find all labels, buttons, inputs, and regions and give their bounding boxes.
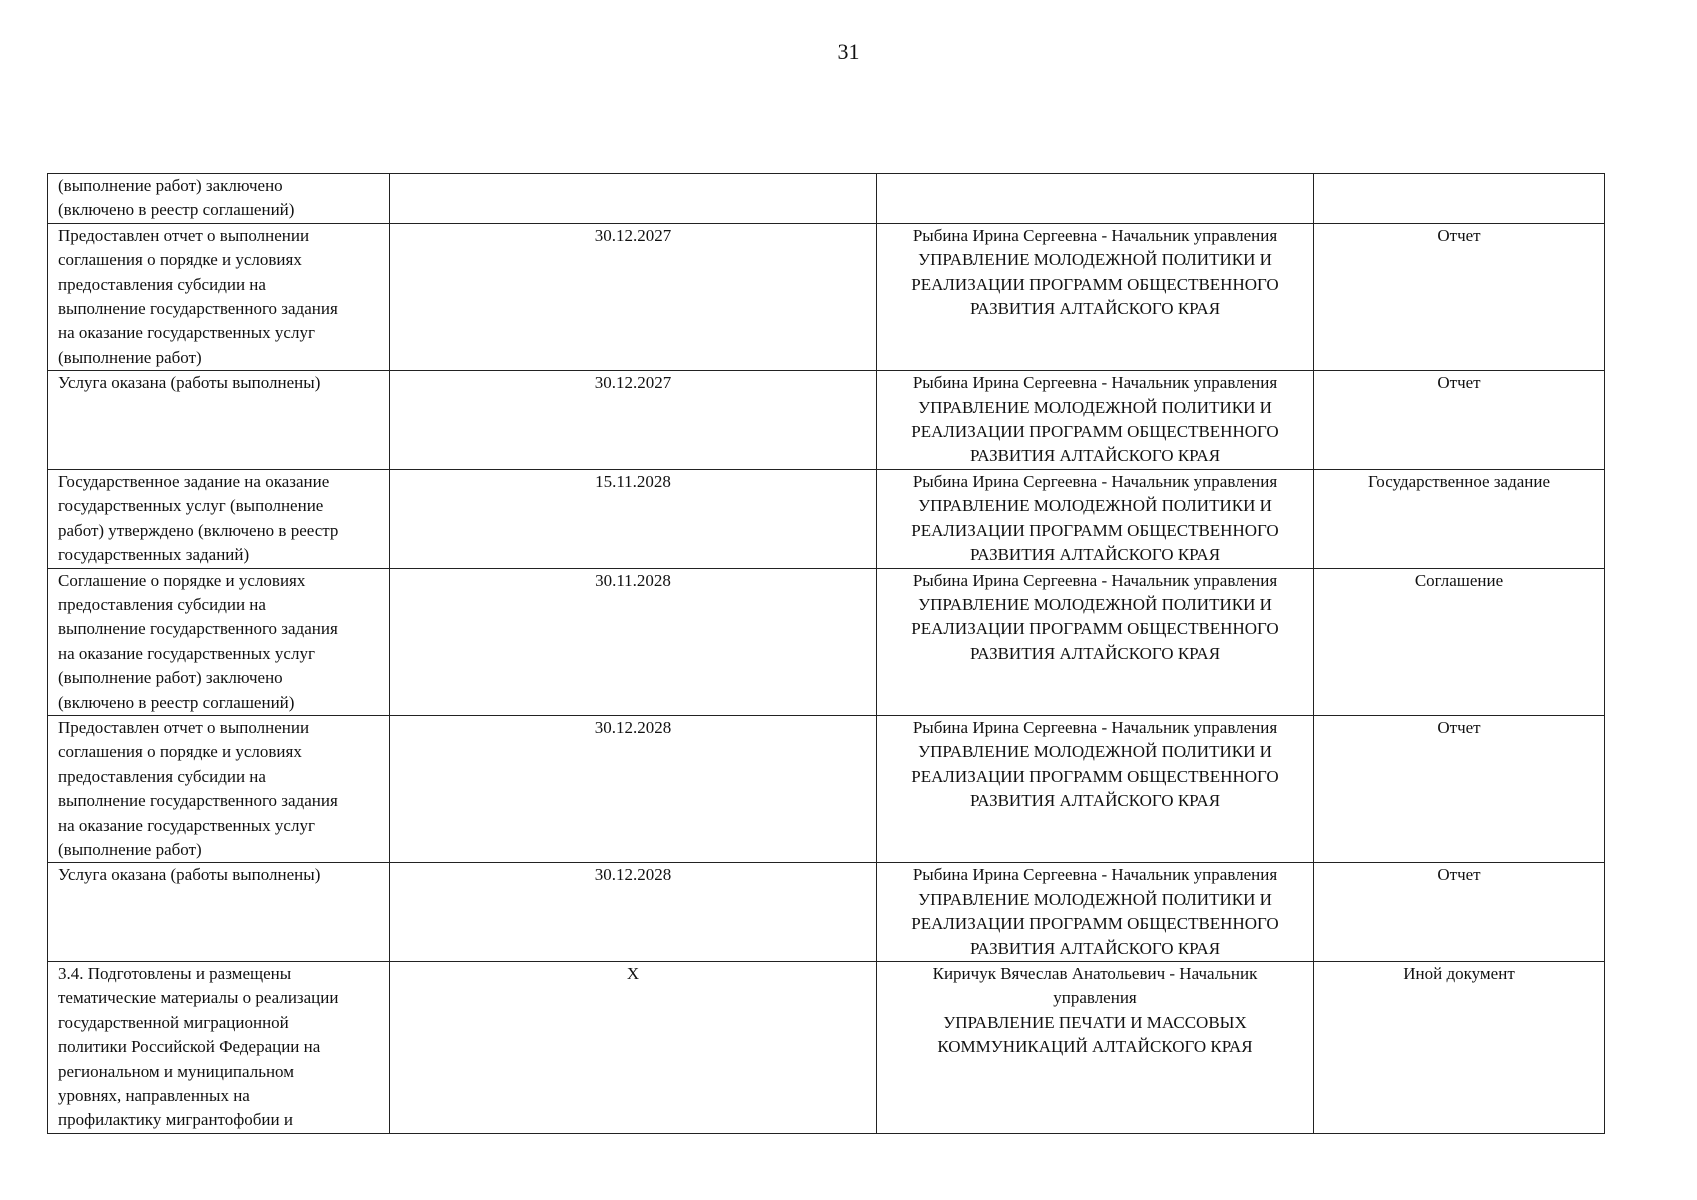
date-cell: X bbox=[390, 962, 877, 1134]
date-cell: 15.11.2028 bbox=[390, 469, 877, 568]
result-cell: (выполнение работ) заключено (включено в реестр соглашений) bbox=[48, 174, 390, 224]
table-row bbox=[48, 223, 1605, 370]
responsible-cell bbox=[877, 174, 1314, 224]
result-cell: Предоставлен отчет о выполнении соглашения о порядке и условиях предоставления субсидии на выполнение государственного задания на оказание государственных услуг (выполнение работ) bbox=[48, 223, 390, 370]
date-cell: 30.11.2028 bbox=[390, 568, 877, 715]
table-row bbox=[48, 371, 1605, 470]
responsible-cell: Рыбина Ирина Сергеевна - Начальник управления УПРАВЛЕНИЕ МОЛОДЕЖНОЙ ПОЛИТИКИ И РЕАЛИЗАЦИИ ПРОГРАММ ОБЩЕСТВЕННОГО РАЗВИТИЯ АЛТАЙСКОГО КРАЯ bbox=[877, 715, 1314, 862]
document-cell: Отчет bbox=[1314, 863, 1605, 962]
document-cell: Отчет bbox=[1314, 223, 1605, 370]
result-cell: Соглашение о порядке и условиях предоставления субсидии на выполнение государственного задания на оказание государственных услуг (выполнение работ) заключено (включено в реестр соглашений) bbox=[48, 568, 390, 715]
date-cell: 30.12.2028 bbox=[390, 863, 877, 962]
table-row bbox=[48, 863, 1605, 962]
result-cell: 3.4. Подготовлены и размещены тематические материалы о реализации государственной миграционной политики Российской Федерации на региональном и муниципальном уровнях, направленных на профилактику мигрантофобии и bbox=[48, 962, 390, 1134]
document-cell: Отчет bbox=[1314, 371, 1605, 470]
date-cell: 30.12.2027 bbox=[390, 223, 877, 370]
responsible-cell: Рыбина Ирина Сергеевна - Начальник управления УПРАВЛЕНИЕ МОЛОДЕЖНОЙ ПОЛИТИКИ И РЕАЛИЗАЦИИ ПРОГРАММ ОБЩЕСТВЕННОГО РАЗВИТИЯ АЛТАЙСКОГО КРАЯ bbox=[877, 469, 1314, 568]
responsible-cell: Рыбина Ирина Сергеевна - Начальник управления УПРАВЛЕНИЕ МОЛОДЕЖНОЙ ПОЛИТИКИ И РЕАЛИЗАЦИИ ПРОГРАММ ОБЩЕСТВЕННОГО РАЗВИТИЯ АЛТАЙСКОГО КРАЯ bbox=[877, 863, 1314, 962]
date-cell: 30.12.2028 bbox=[390, 715, 877, 862]
document-cell: Отчет bbox=[1314, 715, 1605, 862]
document-cell: Иной документ bbox=[1314, 962, 1605, 1134]
plan-table bbox=[47, 173, 1605, 1134]
responsible-cell: Киричук Вячеслав Анатольевич - Начальник управления УПРАВЛЕНИЕ ПЕЧАТИ И МАССОВЫХ КОММУНИКАЦИЙ АЛТАЙСКОГО КРАЯ bbox=[877, 962, 1314, 1134]
table-row bbox=[48, 962, 1605, 1134]
result-cell: Государственное задание на оказание государственных услуг (выполнение работ) утверждено (включено в реестр государственных заданий) bbox=[48, 469, 390, 568]
page-number: 31 bbox=[837, 39, 860, 64]
table-row bbox=[48, 174, 1605, 224]
responsible-cell: Рыбина Ирина Сергеевна - Начальник управления УПРАВЛЕНИЕ МОЛОДЕЖНОЙ ПОЛИТИКИ И РЕАЛИЗАЦИИ ПРОГРАММ ОБЩЕСТВЕННОГО РАЗВИТИЯ АЛТАЙСКОГО КРАЯ bbox=[877, 568, 1314, 715]
responsible-cell: Рыбина Ирина Сергеевна - Начальник управления УПРАВЛЕНИЕ МОЛОДЕЖНОЙ ПОЛИТИКИ И РЕАЛИЗАЦИИ ПРОГРАММ ОБЩЕСТВЕННОГО РАЗВИТИЯ АЛТАЙСКОГО КРАЯ bbox=[877, 223, 1314, 370]
document-cell bbox=[1314, 174, 1605, 224]
result-cell: Услуга оказана (работы выполнены) bbox=[48, 371, 390, 470]
result-cell: Услуга оказана (работы выполнены) bbox=[48, 863, 390, 962]
document-cell: Государственное задание bbox=[1314, 469, 1605, 568]
table-row bbox=[48, 469, 1605, 568]
document-cell: Соглашение bbox=[1314, 568, 1605, 715]
result-cell: Предоставлен отчет о выполнении соглашения о порядке и условиях предоставления субсидии на выполнение государственного задания на оказание государственных услуг (выполнение работ) bbox=[48, 715, 390, 862]
date-cell bbox=[390, 174, 877, 224]
responsible-cell: Рыбина Ирина Сергеевна - Начальник управления УПРАВЛЕНИЕ МОЛОДЕЖНОЙ ПОЛИТИКИ И РЕАЛИЗАЦИИ ПРОГРАММ ОБЩЕСТВЕННОГО РАЗВИТИЯ АЛТАЙСКОГО КРАЯ bbox=[877, 371, 1314, 470]
table-row bbox=[48, 715, 1605, 862]
date-cell: 30.12.2027 bbox=[390, 371, 877, 470]
table-row bbox=[48, 568, 1605, 715]
